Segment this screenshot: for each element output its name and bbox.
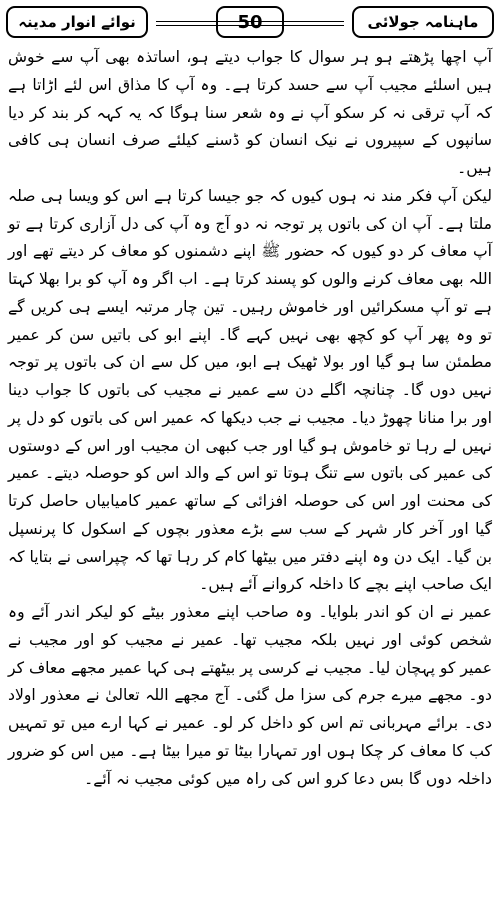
page-header	[6, 6, 494, 40]
page-number: 50	[237, 11, 263, 33]
section-title-box	[6, 6, 148, 38]
page-number-box	[216, 6, 284, 38]
section-title: نوائے انوار مدینہ	[18, 13, 136, 31]
paragraph-2: لیکن آپ فکر مند نہ ہوں کیوں کہ جو جیسا کرتا ہے اس کو ویسا ہی صلہ ملتا ہے۔ آپ ان کی باتوں پر توجہ نہ دو آج وہ آپ کی دل آزاری کرتا ہے تو آپ معاف کر دو کیوں کہ حضور ﷺ اپنے دشمنوں کو معاف کر دیتے تھے اور اللہ بھی معاف کرنے والوں کو پسند کرتا ہے۔ اب اگر وہ آپ کو برا بھلا کہتا ہے تو آپ مسکرائیں اور خاموش رہیں۔ تین چار مرتبہ ایسے ہی کریں گے تو وہ پھر آپ کو کچھ بھی نہیں کہے گا۔ اپنے ابو کی باتیں سن کر عمیر مطمئن سا ہو گیا اور بولا ٹھیک ہے ابو، میں کل سے ان کی باتوں پر توجہ نہیں دوں گا۔ چنانچہ اگلے دن سے عمیر نے مجیب کی باتوں کا جواب دینا اور برا منانا چھوڑ دیا۔ مجیب نے جب دیکھا کہ عمیر اس کی باتوں کو دل پر نہیں لے رہا تو خاموش ہو گیا اور جب کبھی ان مجیب اور اس کے دوستوں کی عمیر کی باتوں سے تنگ ہوتا تو اس کے والد اس کو حوصلہ دیتے۔ عمیر کی محنت اور اس کی حوصلہ افزائی کے ساتھ عمیر کامیابیاں حاصل کرتا گیا اور آخر کار شہر کے سب سے بڑے معذور بچوں کے اسکول کا پرنسپل بن گیا۔ ایک دن وہ اپنے دفتر میں بیٹھا کام کر رہا تھا کہ چپراسی نے بتایا کہ ایک صاحب اپنے بچے کا داخلہ کروانے آئے ہیں۔	[8, 186, 492, 594]
paragraph-3: عمیر نے ان کو اندر بلوایا۔ وہ صاحب اپنے معذور بیٹے کو لیکر اندر آئے وہ شخص کوئی اور نہیں بلکہ مجیب تھا۔ عمیر نے مجیب کو اور مجیب نے عمیر کو پہچان لیا۔ مجیب نے کرسی پر بیٹھتے ہی کہا عمیر مجھے معاف کر دو۔ مجھے میرے جرم کی سزا مل گئی۔ آج مجھے اللہ تعالیٰ نے معذور اولاد دی۔ برائے مہربانی تم اس کو داخل کر لو۔ عمیر نے کہا ارے میں تو تمہیں کب کا معاف کر چکا ہوں اور تمہارا بیٹا تو میرا بیٹا ہے۔ میں اس کو ضرور داخلہ دوں گا بس دعا کرو اس کی راہ میں کوئی مجیب نہ آئے۔	[8, 603, 492, 788]
magazine-title: ماہنامہ جولائی	[367, 13, 479, 31]
paragraph-1: آپ اچھا پڑھتے ہو ہر سوال کا جواب دیتے ہو، اساتذہ بھی آپ سے خوش ہیں اسلئے مجیب آپ سے حسد کرتا ہے۔ وہ آپ کا مذاق اس لئے اڑاتا ہے کہ آپ ترقی نہ کر سکو آپ نے وہ شعر سنا ہوگا کہ یہ کہہ کر بند کر دیا سانپوں کے سپیروں نے نیک انسان کو ڈسنے کیلئے صرف انسان ہی کافی ہیں۔	[8, 48, 492, 177]
magazine-title-box	[352, 6, 494, 38]
article-body	[8, 44, 492, 793]
